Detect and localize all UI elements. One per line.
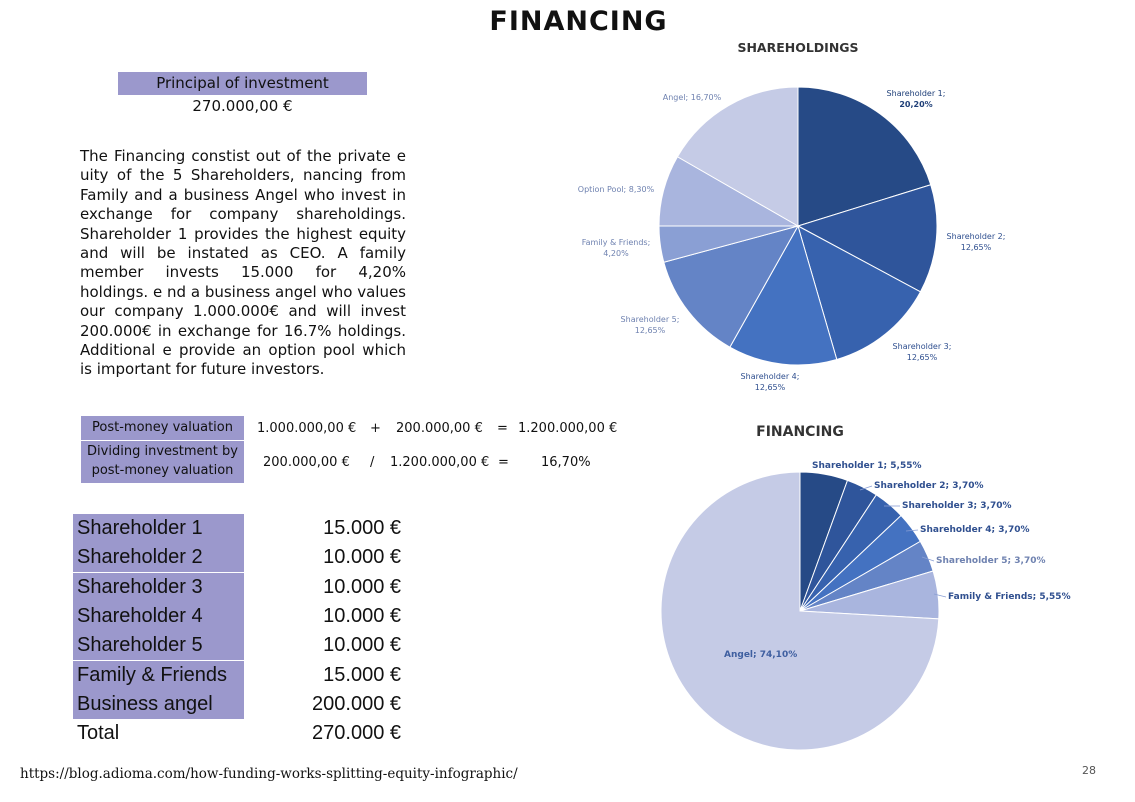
dividing-op2: = [498,455,509,470]
table-row-name: Shareholder 1 [73,514,244,543]
data-label: Family & Friends; 5,55% [948,592,1071,602]
table-row-name: Shareholder 3 [73,573,244,602]
table-row-amount: 15.000 € [323,517,401,539]
table-row-name: Family & Friends [73,661,244,690]
table-row-amount: 10.000 € [323,604,401,627]
dividing-op1: / [370,455,375,470]
table-row-amount: 15.000 € [323,663,401,686]
data-label: Family & Friends; 4,20% [581,238,651,258]
data-label: Shareholder 3; 3,70% [902,501,1012,511]
data-label: Shareholder 4; 12,65% [740,372,800,392]
table-row-name: Shareholder 4 [73,602,244,631]
table-row-name: Shareholder 5 [73,631,244,660]
data-label: Shareholder 5; 12,65% [620,315,680,335]
dividing-label-line2: post-money valuation [91,463,234,478]
source-url: https://blog.adioma.com/how-funding-works-splitting-equity-infographic/ [20,766,518,782]
post-money-op2: = [497,421,508,436]
shareholdings-chart-title: SHAREHOLDINGS [737,40,859,55]
data-label: Shareholder 1; 5,55% [812,461,922,471]
table-row-name: Shareholder 2 [73,543,244,572]
financing-description: The Financing constist out of the private e uity of the 5 Shareholders, nancing from Family and a business Angel who invest in exchange for company shareholdings. Shareholder 1 provides the highest equity and will be instated as CEO. A family member invests 15.000 for 4,20% holdings. e nd a business angel who values our company 1.000.000€ and will invest 200.000€ in exchange for 16.7% holdings. Additional e provide an option pool which is important for future investors. [80,147,406,379]
table-row-amount: 200.000 € [312,692,401,715]
data-label: Shareholder 5; 3,70% [936,556,1046,566]
table-row-amount: 10.000 € [323,546,401,569]
dividing-a: 200.000,00 € [263,455,350,470]
data-label: Shareholder 2; 3,70% [874,481,984,491]
data-label: Shareholder 2; 12,65% [946,232,1006,252]
principal-value: 270.000,00 € [192,97,293,115]
page-number: 28 [1082,764,1096,777]
table-row-amount: 270.000 € [312,722,401,745]
page-title: FINANCING [489,6,668,37]
post-money-result: 1.200.000,00 € [518,421,618,436]
table-row-amount: 10.000 € [323,634,401,657]
dividing-result: 16,70% [541,455,591,470]
data-label: Shareholder 1; 20,20% [886,89,946,109]
post-money-label: Post-money valuation [81,416,244,440]
post-money-op1: + [370,421,381,436]
table-row-name: Total [77,722,120,745]
post-money-b: 200.000,00 € [396,421,483,436]
post-money-a: 1.000.000,00 € [257,421,357,436]
data-label: Option Pool; 8,30% [577,185,655,194]
financing-chart-title: FINANCING [756,424,844,440]
principal-label: Principal of investment [118,72,367,95]
table-row-name: Business angel [73,690,244,719]
data-label: Angel; 16,70% [662,93,722,102]
shareholdings-pie [578,87,1006,392]
data-label: Angel; 74,10% [724,650,798,660]
data-label: Shareholder 4; 3,70% [920,525,1030,535]
financing-pie [661,461,1071,750]
table-row-amount: 10.000 € [323,575,401,598]
dividing-label-line1: Dividing investment by [87,444,238,459]
data-label: Shareholder 3; 12,65% [892,342,952,362]
dividing-b: 1.200.000,00 € [390,455,490,470]
